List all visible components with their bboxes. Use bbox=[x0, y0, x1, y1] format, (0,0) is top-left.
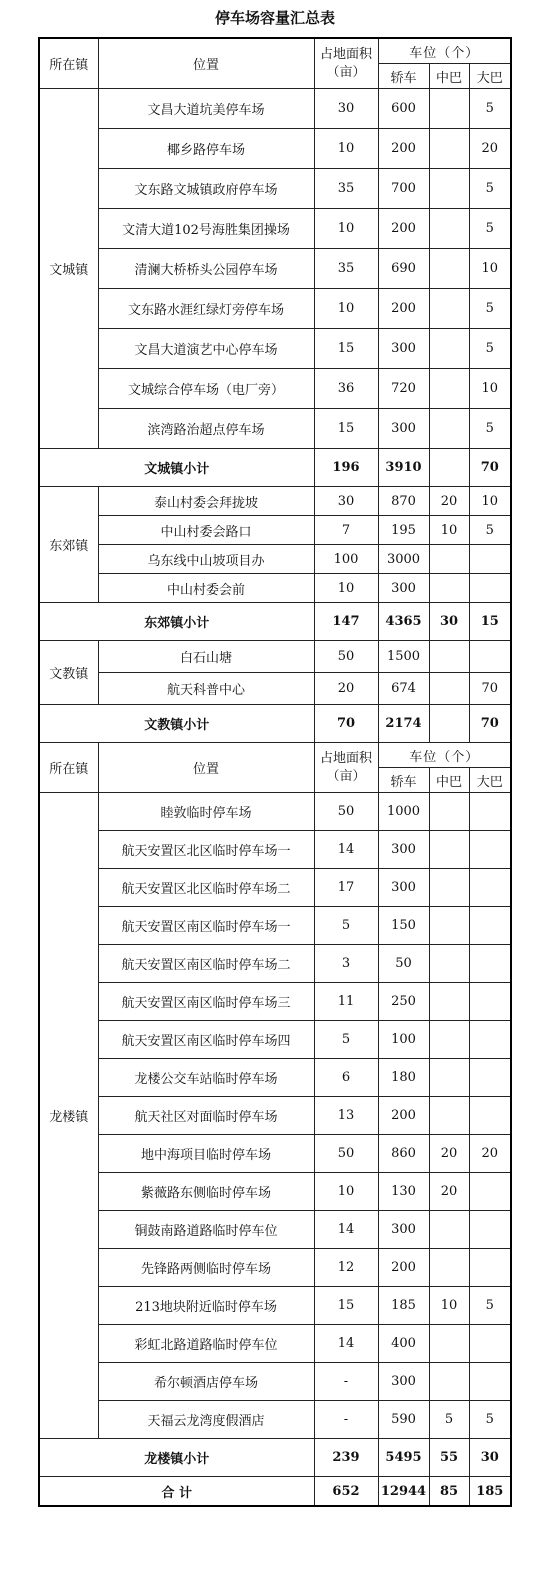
midbus-cell bbox=[429, 249, 469, 289]
town-cell: 文教镇 bbox=[39, 641, 98, 705]
header-car: 轿车 bbox=[378, 64, 429, 89]
subtotal-car: 2174 bbox=[378, 705, 429, 743]
car-cell: 860 bbox=[378, 1135, 429, 1173]
bigbus-cell bbox=[469, 1097, 511, 1135]
area-cell: 13 bbox=[314, 1097, 378, 1135]
area-cell: 20 bbox=[314, 673, 378, 705]
table-row bbox=[39, 574, 511, 603]
bigbus-cell bbox=[469, 574, 511, 603]
area-cell: 50 bbox=[314, 793, 378, 831]
car-cell: 870 bbox=[378, 487, 429, 516]
car-cell: 300 bbox=[378, 409, 429, 449]
bigbus-cell: 5 bbox=[469, 329, 511, 369]
total-car: 12944 bbox=[378, 1477, 429, 1507]
table-row bbox=[39, 289, 511, 329]
car-cell: 100 bbox=[378, 1021, 429, 1059]
subtotal-row bbox=[39, 603, 511, 641]
bigbus-cell: 10 bbox=[469, 487, 511, 516]
area-cell: 10 bbox=[314, 289, 378, 329]
midbus-cell bbox=[429, 545, 469, 574]
midbus-cell: 20 bbox=[429, 1173, 469, 1211]
midbus-cell bbox=[429, 793, 469, 831]
location-cell: 中山村委会路口 bbox=[98, 516, 314, 545]
midbus-cell: 5 bbox=[429, 1401, 469, 1439]
car-cell: 600 bbox=[378, 89, 429, 129]
table-row bbox=[39, 409, 511, 449]
car-cell: 300 bbox=[378, 831, 429, 869]
area-cell: - bbox=[314, 1401, 378, 1439]
midbus-cell bbox=[429, 641, 469, 673]
table-row bbox=[39, 793, 511, 831]
area-cell: 17 bbox=[314, 869, 378, 907]
car-cell: 200 bbox=[378, 209, 429, 249]
table-title: 停车场容量汇总表 bbox=[214, 9, 335, 27]
location-cell: 文东路文城镇政府停车场 bbox=[98, 169, 314, 209]
midbus-cell: 20 bbox=[429, 1135, 469, 1173]
location-cell: 航天安置区北区临时停车场二 bbox=[98, 869, 314, 907]
header-seats: 车位（个） bbox=[378, 743, 511, 768]
area-cell: 50 bbox=[314, 641, 378, 673]
midbus-cell bbox=[429, 1363, 469, 1401]
car-cell: 700 bbox=[378, 169, 429, 209]
bigbus-cell bbox=[469, 1211, 511, 1249]
total-midbus: 85 bbox=[429, 1477, 469, 1507]
area-cell: 11 bbox=[314, 983, 378, 1021]
header-area: 占地面积（亩） bbox=[314, 38, 378, 89]
location-cell: 文城综合停车场（电厂旁） bbox=[98, 369, 314, 409]
area-cell: 10 bbox=[314, 1173, 378, 1211]
area-cell: 7 bbox=[314, 516, 378, 545]
subtotal-bigbus: 70 bbox=[469, 449, 511, 487]
bigbus-cell bbox=[469, 545, 511, 574]
bigbus-cell: 5 bbox=[469, 289, 511, 329]
car-cell: 720 bbox=[378, 369, 429, 409]
location-cell: 中山村委会前 bbox=[98, 574, 314, 603]
subtotal-bigbus: 70 bbox=[469, 705, 511, 743]
bigbus-cell: 10 bbox=[469, 249, 511, 289]
table-row bbox=[39, 641, 511, 673]
header-car: 轿车 bbox=[378, 768, 429, 793]
car-cell: 300 bbox=[378, 1363, 429, 1401]
midbus-cell bbox=[429, 907, 469, 945]
midbus-cell: 20 bbox=[429, 487, 469, 516]
table-row bbox=[39, 945, 511, 983]
car-cell: 300 bbox=[378, 869, 429, 907]
bigbus-cell bbox=[469, 945, 511, 983]
midbus-cell: 10 bbox=[429, 516, 469, 545]
table-row bbox=[39, 1287, 511, 1325]
midbus-cell bbox=[429, 1097, 469, 1135]
location-cell: 滨湾路治超点停车场 bbox=[98, 409, 314, 449]
bigbus-cell bbox=[469, 1173, 511, 1211]
location-cell: 航天科普中心 bbox=[98, 673, 314, 705]
subtotal-midbus: 55 bbox=[429, 1439, 469, 1477]
location-cell: 地中海项目临时停车场 bbox=[98, 1135, 314, 1173]
bigbus-cell bbox=[469, 1363, 511, 1401]
midbus-cell bbox=[429, 129, 469, 169]
area-cell: 10 bbox=[314, 209, 378, 249]
car-cell: 50 bbox=[378, 945, 429, 983]
header-bigbus: 大巴 bbox=[469, 64, 511, 89]
car-cell: 250 bbox=[378, 983, 429, 1021]
bigbus-cell: 5 bbox=[469, 516, 511, 545]
area-cell: 14 bbox=[314, 831, 378, 869]
midbus-cell bbox=[429, 1325, 469, 1363]
car-cell: 195 bbox=[378, 516, 429, 545]
location-cell: 睦敦临时停车场 bbox=[98, 793, 314, 831]
area-cell: 10 bbox=[314, 574, 378, 603]
car-cell: 300 bbox=[378, 1211, 429, 1249]
bigbus-cell bbox=[469, 641, 511, 673]
location-cell: 泰山村委会拜拢坡 bbox=[98, 487, 314, 516]
table-row bbox=[39, 1211, 511, 1249]
location-cell: 清澜大桥桥头公园停车场 bbox=[98, 249, 314, 289]
header-location: 位置 bbox=[98, 38, 314, 89]
location-cell: 文昌大道演艺中心停车场 bbox=[98, 329, 314, 369]
location-cell: 航天安置区南区临时停车场一 bbox=[98, 907, 314, 945]
area-cell: 14 bbox=[314, 1325, 378, 1363]
bigbus-cell bbox=[469, 869, 511, 907]
midbus-cell bbox=[429, 169, 469, 209]
car-cell: 130 bbox=[378, 1173, 429, 1211]
subtotal-bigbus: 15 bbox=[469, 603, 511, 641]
car-cell: 674 bbox=[378, 673, 429, 705]
location-cell: 龙楼公交车站临时停车场 bbox=[98, 1059, 314, 1097]
area-cell: 30 bbox=[314, 487, 378, 516]
subtotal-row bbox=[39, 705, 511, 743]
area-cell: 30 bbox=[314, 89, 378, 129]
location-cell: 铜鼓南路道路临时停车位 bbox=[98, 1211, 314, 1249]
car-cell: 690 bbox=[378, 249, 429, 289]
parking-capacity-table bbox=[38, 37, 512, 1507]
location-cell: 航天社区对面临时停车场 bbox=[98, 1097, 314, 1135]
header-midbus: 中巴 bbox=[429, 768, 469, 793]
area-cell: 35 bbox=[314, 249, 378, 289]
table-row bbox=[39, 1325, 511, 1363]
table-row bbox=[39, 516, 511, 545]
table-row bbox=[39, 209, 511, 249]
midbus-cell bbox=[429, 673, 469, 705]
area-cell: 5 bbox=[314, 1021, 378, 1059]
bigbus-cell bbox=[469, 831, 511, 869]
area-cell: 35 bbox=[314, 169, 378, 209]
bigbus-cell: 5 bbox=[469, 169, 511, 209]
bigbus-cell: 20 bbox=[469, 129, 511, 169]
subtotal-car: 4365 bbox=[378, 603, 429, 641]
table-row bbox=[39, 369, 511, 409]
bigbus-cell: 10 bbox=[469, 369, 511, 409]
bigbus-cell: 5 bbox=[469, 409, 511, 449]
midbus-cell bbox=[429, 945, 469, 983]
subtotal-label: 文城镇小计 bbox=[39, 449, 314, 487]
bigbus-cell: 5 bbox=[469, 1287, 511, 1325]
midbus-cell bbox=[429, 869, 469, 907]
subtotal-bigbus: 30 bbox=[469, 1439, 511, 1477]
total-label: 合 计 bbox=[39, 1477, 314, 1507]
car-cell: 1000 bbox=[378, 793, 429, 831]
area-cell: 15 bbox=[314, 409, 378, 449]
subtotal-label: 龙楼镇小计 bbox=[39, 1439, 314, 1477]
subtotal-car: 3910 bbox=[378, 449, 429, 487]
subtotal-area: 147 bbox=[314, 603, 378, 641]
bigbus-cell bbox=[469, 907, 511, 945]
table-row bbox=[39, 1401, 511, 1439]
table-row bbox=[39, 1363, 511, 1401]
midbus-cell bbox=[429, 831, 469, 869]
header-row bbox=[39, 38, 511, 64]
area-cell: 15 bbox=[314, 1287, 378, 1325]
subtotal-car: 5495 bbox=[378, 1439, 429, 1477]
table-row bbox=[39, 89, 511, 129]
midbus-cell bbox=[429, 1021, 469, 1059]
subtotal-area: 196 bbox=[314, 449, 378, 487]
header-town: 所在镇 bbox=[39, 743, 98, 793]
car-cell: 300 bbox=[378, 574, 429, 603]
table-row bbox=[39, 487, 511, 516]
table-row bbox=[39, 129, 511, 169]
town-cell: 龙楼镇 bbox=[39, 793, 98, 1439]
bigbus-cell bbox=[469, 1059, 511, 1097]
area-cell: 12 bbox=[314, 1249, 378, 1287]
midbus-cell bbox=[429, 983, 469, 1021]
car-cell: 200 bbox=[378, 289, 429, 329]
area-cell: 36 bbox=[314, 369, 378, 409]
location-cell: 航天安置区北区临时停车场一 bbox=[98, 831, 314, 869]
table-row bbox=[39, 545, 511, 574]
car-cell: 185 bbox=[378, 1287, 429, 1325]
bigbus-cell bbox=[469, 1249, 511, 1287]
car-cell: 300 bbox=[378, 329, 429, 369]
area-cell: 10 bbox=[314, 129, 378, 169]
location-cell: 213地块附近临时停车场 bbox=[98, 1287, 314, 1325]
table-row bbox=[39, 907, 511, 945]
bigbus-cell bbox=[469, 793, 511, 831]
car-cell: 1500 bbox=[378, 641, 429, 673]
midbus-cell bbox=[429, 409, 469, 449]
car-cell: 400 bbox=[378, 1325, 429, 1363]
table-row bbox=[39, 1021, 511, 1059]
area-cell: 5 bbox=[314, 907, 378, 945]
area-cell: 3 bbox=[314, 945, 378, 983]
midbus-cell: 10 bbox=[429, 1287, 469, 1325]
town-cell: 东郊镇 bbox=[39, 487, 98, 603]
area-cell: - bbox=[314, 1363, 378, 1401]
header-midbus: 中巴 bbox=[429, 64, 469, 89]
bigbus-cell: 70 bbox=[469, 673, 511, 705]
location-cell: 椰乡路停车场 bbox=[98, 129, 314, 169]
car-cell: 200 bbox=[378, 1249, 429, 1287]
area-cell: 15 bbox=[314, 329, 378, 369]
table-row bbox=[39, 169, 511, 209]
subtotal-area: 239 bbox=[314, 1439, 378, 1477]
town-cell: 文城镇 bbox=[39, 89, 98, 449]
car-cell: 200 bbox=[378, 129, 429, 169]
table-row bbox=[39, 1059, 511, 1097]
location-cell: 乌东线中山坡项目办 bbox=[98, 545, 314, 574]
subtotal-row bbox=[39, 449, 511, 487]
location-cell: 文东路水涯红绿灯旁停车场 bbox=[98, 289, 314, 329]
midbus-cell bbox=[429, 574, 469, 603]
midbus-cell bbox=[429, 289, 469, 329]
table-row bbox=[39, 831, 511, 869]
grand-total-row bbox=[39, 1477, 511, 1507]
subtotal-label: 东郊镇小计 bbox=[39, 603, 314, 641]
bigbus-cell: 5 bbox=[469, 89, 511, 129]
location-cell: 航天安置区南区临时停车场三 bbox=[98, 983, 314, 1021]
location-cell: 希尔顿酒店停车场 bbox=[98, 1363, 314, 1401]
midbus-cell bbox=[429, 329, 469, 369]
midbus-cell bbox=[429, 209, 469, 249]
area-cell: 50 bbox=[314, 1135, 378, 1173]
table-row bbox=[39, 1135, 511, 1173]
subtotal-midbus bbox=[429, 705, 469, 743]
midbus-cell bbox=[429, 1211, 469, 1249]
car-cell: 180 bbox=[378, 1059, 429, 1097]
bigbus-cell bbox=[469, 983, 511, 1021]
location-cell: 航天安置区南区临时停车场二 bbox=[98, 945, 314, 983]
location-cell: 文清大道102号海胜集团操场 bbox=[98, 209, 314, 249]
subtotal-label: 文教镇小计 bbox=[39, 705, 314, 743]
midbus-cell bbox=[429, 369, 469, 409]
header-town: 所在镇 bbox=[39, 38, 98, 89]
total-area: 652 bbox=[314, 1477, 378, 1507]
subtotal-midbus bbox=[429, 449, 469, 487]
table-row bbox=[39, 1173, 511, 1211]
header-area: 占地面积（亩） bbox=[314, 743, 378, 793]
location-cell: 先锋路两侧临时停车场 bbox=[98, 1249, 314, 1287]
bigbus-cell: 5 bbox=[469, 1401, 511, 1439]
bigbus-cell bbox=[469, 1325, 511, 1363]
subtotal-midbus: 30 bbox=[429, 603, 469, 641]
location-cell: 白石山塘 bbox=[98, 641, 314, 673]
location-cell: 天福云龙湾度假酒店 bbox=[98, 1401, 314, 1439]
bigbus-cell bbox=[469, 1021, 511, 1059]
car-cell: 3000 bbox=[378, 545, 429, 574]
header-bigbus: 大巴 bbox=[469, 768, 511, 793]
area-cell: 14 bbox=[314, 1211, 378, 1249]
location-cell: 紫薇路东侧临时停车场 bbox=[98, 1173, 314, 1211]
header-row bbox=[39, 743, 511, 768]
location-cell: 航天安置区南区临时停车场四 bbox=[98, 1021, 314, 1059]
midbus-cell bbox=[429, 1249, 469, 1287]
header-location: 位置 bbox=[98, 743, 314, 793]
table-row bbox=[39, 869, 511, 907]
bigbus-cell: 20 bbox=[469, 1135, 511, 1173]
midbus-cell bbox=[429, 1059, 469, 1097]
car-cell: 590 bbox=[378, 1401, 429, 1439]
car-cell: 200 bbox=[378, 1097, 429, 1135]
header-seats: 车位（个） bbox=[378, 38, 511, 64]
location-cell: 彩虹北路道路临时停车位 bbox=[98, 1325, 314, 1363]
table-row bbox=[39, 1097, 511, 1135]
subtotal-area: 70 bbox=[314, 705, 378, 743]
table-row bbox=[39, 249, 511, 289]
area-cell: 6 bbox=[314, 1059, 378, 1097]
total-bigbus: 185 bbox=[469, 1477, 511, 1507]
area-cell: 100 bbox=[314, 545, 378, 574]
location-cell: 文昌大道坑美停车场 bbox=[98, 89, 314, 129]
subtotal-row bbox=[39, 1439, 511, 1477]
table-row bbox=[39, 1249, 511, 1287]
car-cell: 150 bbox=[378, 907, 429, 945]
table-row bbox=[39, 329, 511, 369]
table-row bbox=[39, 983, 511, 1021]
bigbus-cell: 5 bbox=[469, 209, 511, 249]
midbus-cell bbox=[429, 89, 469, 129]
table-row bbox=[39, 673, 511, 705]
